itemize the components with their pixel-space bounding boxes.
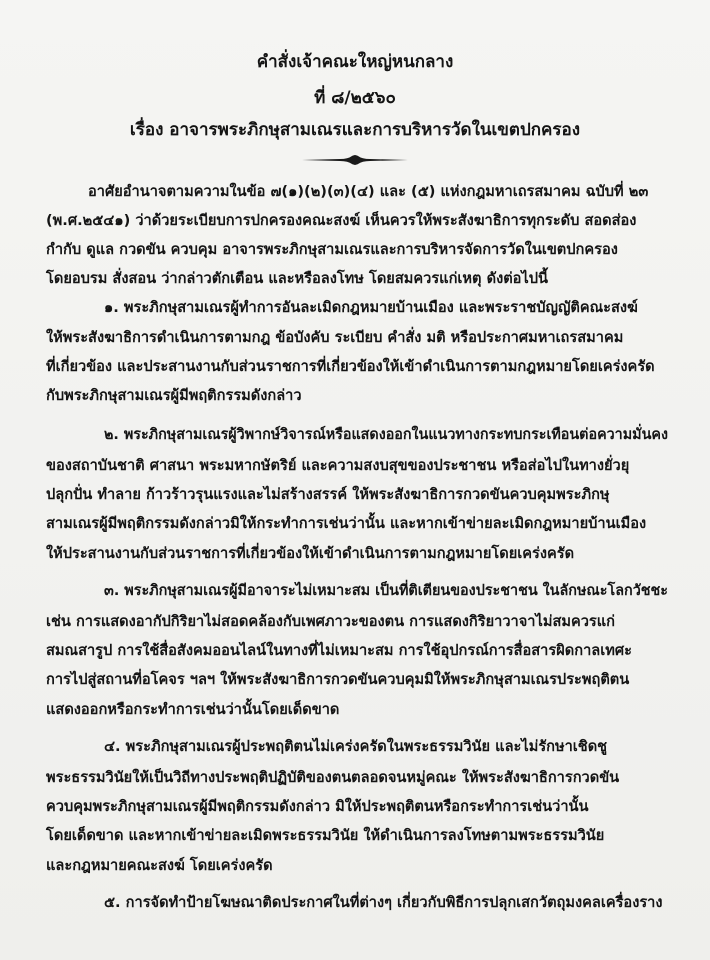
body-line: ๑. พระภิกษุสามเณรผู้ทำการอันละเมิดกฎหมายบ้านเมือง และพระราชบัญญัติคณะสงฆ์ (104, 299, 638, 316)
body-line: ให้ประสานงานกับส่วนราชการที่เกี่ยวข้องให้เข้าดำเนินการตามกฎหมายโดยเคร่งครัด (46, 545, 575, 562)
document-subject: เรื่อง อาจารพระภิกษุสามเณรและการบริหารวัดในเขตปกครอง (129, 120, 581, 140)
body-line: กับพระภิกษุสามเณรผู้มีพฤติกรรมดังกล่าว (46, 387, 302, 404)
document-title: คำสั่งเจ้าคณะใหญ่หนกลาง (256, 52, 454, 72)
body-line: ให้พระสังฆาธิการดำเนินการตามกฎ ข้อบังคับ ระเบียบ คำสั่ง มติ หรือประกาศมหาเถรสมาคม (46, 329, 624, 346)
body-line: โดยอบรม สั่งสอน ว่ากล่าวตักเตือน และหรือลงโทษ โดยสมควรแก่เหตุ ดังต่อไปนี้ (46, 270, 549, 287)
body-line: ๔. พระภิกษุสามเณรผู้ประพฤติตนไม่เคร่งครัดในพระธรรมวินัย และไม่รักษาเชิดชู (104, 738, 608, 755)
body-line: ๓. พระภิกษุสามเณรผู้มีอาจาระไม่เหมาะสม เป็นที่ติเตียนของประชาชน ในลักษณะโลกวัชชะ (104, 582, 668, 599)
body-line: โดยเด็ดขาด และหากเข้าข่ายละเมิดพระธรรมวินัย ให้ดำเนินการลงโทษตามพระธรรมวินัย (46, 827, 605, 844)
body-line: การไปสู่สถานที่อโคจร ฯลฯ ให้พระสังฆาธิการกวดขันควบคุมมิให้พระภิกษุสามเณรประพฤติตน (46, 671, 630, 688)
body-line: แสดงออกหรือกระทำการเช่นว่านั้นโดยเด็ดขาด (46, 701, 340, 718)
body-line: อาศัยอำนาจตามความในข้อ ๗(๑)(๒)(๓)(๔) และ (๕) แห่งกฎมหาเถรสมาคม ฉบับที่ ๒๓ (88, 183, 649, 200)
body-line: ควบคุมพระภิกษุสามเณรผู้มีพฤติกรรมดังกล่าว มิให้ประพฤติตนหรือกระทำการเช่นว่านั้น (46, 798, 589, 815)
body-line: ของสถาบันชาติ ศาสนา พระมหากษัตริย์ และความสงบสุขของประชาชน หรือส่อไปในทางยั่วยุ (46, 457, 630, 474)
body-line: สามเณรผู้มีพฤติกรรมดังกล่าวมิให้กระทำการเช่นว่านั้น และหากเข้าข่ายละเมิดกฎหมายบ้านเมือง (46, 515, 647, 532)
body-line: ๕. การจัดทำป้ายโฆษณาติดประกาศในที่ต่างๆ เกี่ยวกับพิธีการปลุกเสกวัตถุมงคลเครื่องราง (104, 894, 663, 911)
document-number: ที่ ๘/๒๕๖๐ (314, 88, 396, 108)
body-line: สมณสารูป การใช้สื่อสังคมออนไลน์ในทางที่ไม่เหมาะสม การใช้อุปกรณ์การสื่อสารผิดกาลเทศะ (46, 642, 632, 659)
body-line: เช่น การแสดงอากัปกิริยาไม่สอดคล้องกับเพศภาวะของตน การแสดงกิริยาวาจาไม่สมควรแก่ (46, 613, 616, 630)
body-line: กำกับ ดูแล กวดขัน ควบคุม อาจารพระภิกษุสามเณรและการบริหารจัดการวัดในเขตปกครอง (46, 241, 618, 258)
body-line: ปลุกปั่น ทำลาย ก้าวร้าวรุนแรงและไม่สร้างสรรค์ ให้พระสังฆาธิการกวดขันควบคุมพระภิกษุ (46, 486, 610, 503)
body-line: (พ.ศ.๒๕๔๑) ว่าด้วยระเบียบการปกครองคณะสงฆ์ เห็นควรให้พระสังฆาธิการทุกระดับ สอดส่อง (46, 212, 637, 229)
body-line: พระธรรมวินัยให้เป็นวิถีทางประพฤติปฏิบัติของตนตลอดจนหมู่คณะ ให้พระสังฆาธิการกวดขัน (46, 769, 620, 786)
decorative-divider-icon (300, 152, 410, 168)
body-line: และกฎหมายคณะสงฆ์ โดยเคร่งครัด (46, 857, 273, 874)
body-line: ที่เกี่ยวข้อง และประสานงานกับส่วนราชการที่เกี่ยวข้องให้เข้าดำเนินการตามกฎหมายโดยเคร่งครัด (46, 358, 655, 375)
body-line: ๒. พระภิกษุสามเณรผู้วิพากษ์วิจารณ์หรือแสดงออกในแนวทางกระทบกระเทือนต่อความมั่นคง (104, 426, 668, 443)
